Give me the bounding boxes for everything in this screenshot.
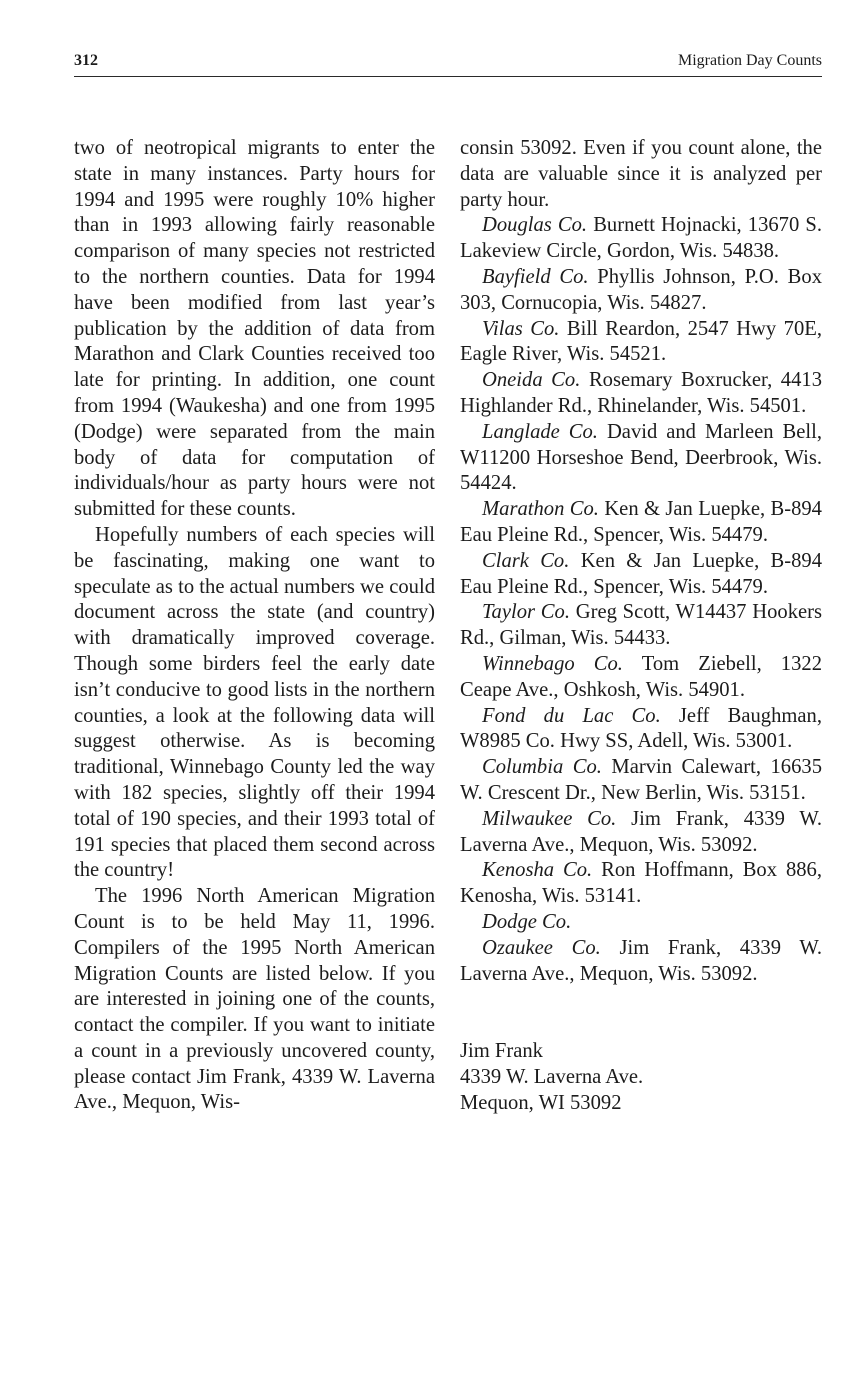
county-name: Marathon Co. <box>482 498 599 521</box>
compiler-entry <box>460 807 822 859</box>
compiler-entry <box>460 910 822 936</box>
author-street: 4339 W. Laverna Ave. <box>460 1066 644 1089</box>
compiler-details: Greg Scott, W14437 Hookers Rd., Gilman, Wis. 54433. <box>460 601 822 650</box>
compiler-entry <box>460 549 822 601</box>
compiler-details: Tom Ziebell, 1322 Ceape Ave., Oshkosh, Wis. 54901. <box>460 652 822 701</box>
compiler-details: Phyllis Johnson, P.O. Box 303, Cornucopia, Wis. 54827. <box>460 265 822 314</box>
county-name: Douglas Co. <box>482 214 588 237</box>
county-name: Kenosha Co. <box>482 859 593 882</box>
compiler-details: Jim Frank, 4339 W. Laverna Ave., Mequon, Wis. 53092. <box>460 807 823 856</box>
county-name: Bayfield Co. <box>482 265 589 288</box>
compiler-details: Ken & Jan Luepke, B-894 Eau Pleine Rd., Spencer, Wis. 54479. <box>460 549 822 598</box>
county-name: Columbia Co. <box>482 756 602 779</box>
county-name: Dodge Co. <box>482 910 572 933</box>
county-name: Winnebago Co. <box>482 652 623 675</box>
running-header <box>74 52 822 77</box>
county-name: Vilas Co. <box>482 317 560 340</box>
compiler-details: Jim Frank, 4339 W. Laverna Ave., Mequon, Wis. 53092. <box>460 936 823 985</box>
compiler-entry <box>460 652 822 704</box>
author-name: Jim Frank <box>460 1040 543 1063</box>
right-column <box>460 136 822 1117</box>
compiler-entry <box>460 213 822 265</box>
county-name: Clark Co. <box>482 549 570 572</box>
author-city: Mequon, WI 53092 <box>460 1091 622 1114</box>
body-paragraph: Hopefully numbers of each species will be fascinating, making one want to speculate as to the actual numbers we could document across the state (and country) with dramatically improved coverage. Though some birders feel the early date isn’t conducive to good lists in the northern counties, a look at the following data will suggest otherwise. As is becoming traditional, Winnebago County led the way with 182 species, slightly off their 1994 total of 190 species, and their 1993 total of 191 species that placed them second across the country! <box>74 523 435 882</box>
county-name: Taylor Co. <box>482 601 570 624</box>
county-name: Fond du Lac Co. <box>482 704 661 727</box>
page-number: 312 <box>74 52 98 69</box>
compiler-entry <box>460 704 822 756</box>
running-title: Migration Day Counts <box>678 52 822 69</box>
body-paragraph: The 1996 North American Migration Count is to be held May 11, 1996. Compilers of the 1995 North American Migration Counts are listed below. If you are interested in joining one of the counts, contact the compiler. If you want to initiate a count in a previously uncovered county, please contact Jim Frank, 4339 W. Laverna Ave., Mequon, Wis- <box>74 885 435 1114</box>
body-paragraph: two of neotropical migrants to enter the state in many instances. Party hours for 1994 and 1995 were roughly 10% higher than in 1993 allowing fairly reasonable comparison of many species not restricted to the northern counties. Data for 1994 have been modified from last year’s publication by the addition of data from Marathon and Clark Counties received too late for printing. In addition, one count from 1994 (Waukesha) and one from 1995 (Dodge) were separated from the main body of data for computation of individuals/hour as party hours were not submitted for these counts. <box>74 137 435 521</box>
compiler-details: Bill Reardon, 2547 Hwy 70E, Eagle River, Wis. 54521. <box>460 317 822 366</box>
compiler-entry <box>460 497 822 549</box>
compiler-entry <box>460 936 822 988</box>
signature-block <box>460 1039 822 1116</box>
compiler-entry <box>460 317 822 369</box>
compiler-details: Ron Hoffmann, Box 886, Kenosha, Wis. 53141. <box>460 859 822 908</box>
compiler-entry <box>460 265 822 317</box>
county-name: Milwaukee Co. <box>482 807 617 830</box>
compiler-entry <box>460 755 822 807</box>
left-column <box>74 136 435 1116</box>
compiler-details: Rosemary Boxrucker, 4413 Highlander Rd., Rhinelander, Wis. 54501. <box>460 369 822 417</box>
compiler-entry <box>460 368 822 420</box>
county-name: Oneida Co. <box>482 369 581 392</box>
compiler-entry <box>460 600 822 652</box>
compiler-details: David and Marleen Bell, W11200 Horseshoe Bend, Deerbrook, Wis. 54424. <box>460 420 822 495</box>
body-paragraph-continuation: consin 53092. Even if you count alone, the data are valuable since it is analyzed per party hour. <box>460 137 822 211</box>
compiler-list <box>460 213 822 987</box>
compiler-entry <box>460 858 822 910</box>
county-name: Langlade Co. <box>482 420 598 443</box>
compiler-details: Jeff Baughman, W8985 Co. Hwy SS, Adell, Wis. 53001. <box>460 704 822 753</box>
compiler-details: Burnett Hojnacki, 13670 S. Lakeview Circle, Gordon, Wis. 54838. <box>460 214 822 263</box>
compiler-details: Ken & Jan Luepke, B-894 Eau Pleine Rd., Spencer, Wis. 54479. <box>460 498 822 546</box>
county-name: Ozaukee Co. <box>482 936 601 959</box>
compiler-details: Marvin Calewart, 16635 W. Crescent Dr., New Berlin, Wis. 53151. <box>460 756 822 804</box>
compiler-entry <box>460 420 822 497</box>
